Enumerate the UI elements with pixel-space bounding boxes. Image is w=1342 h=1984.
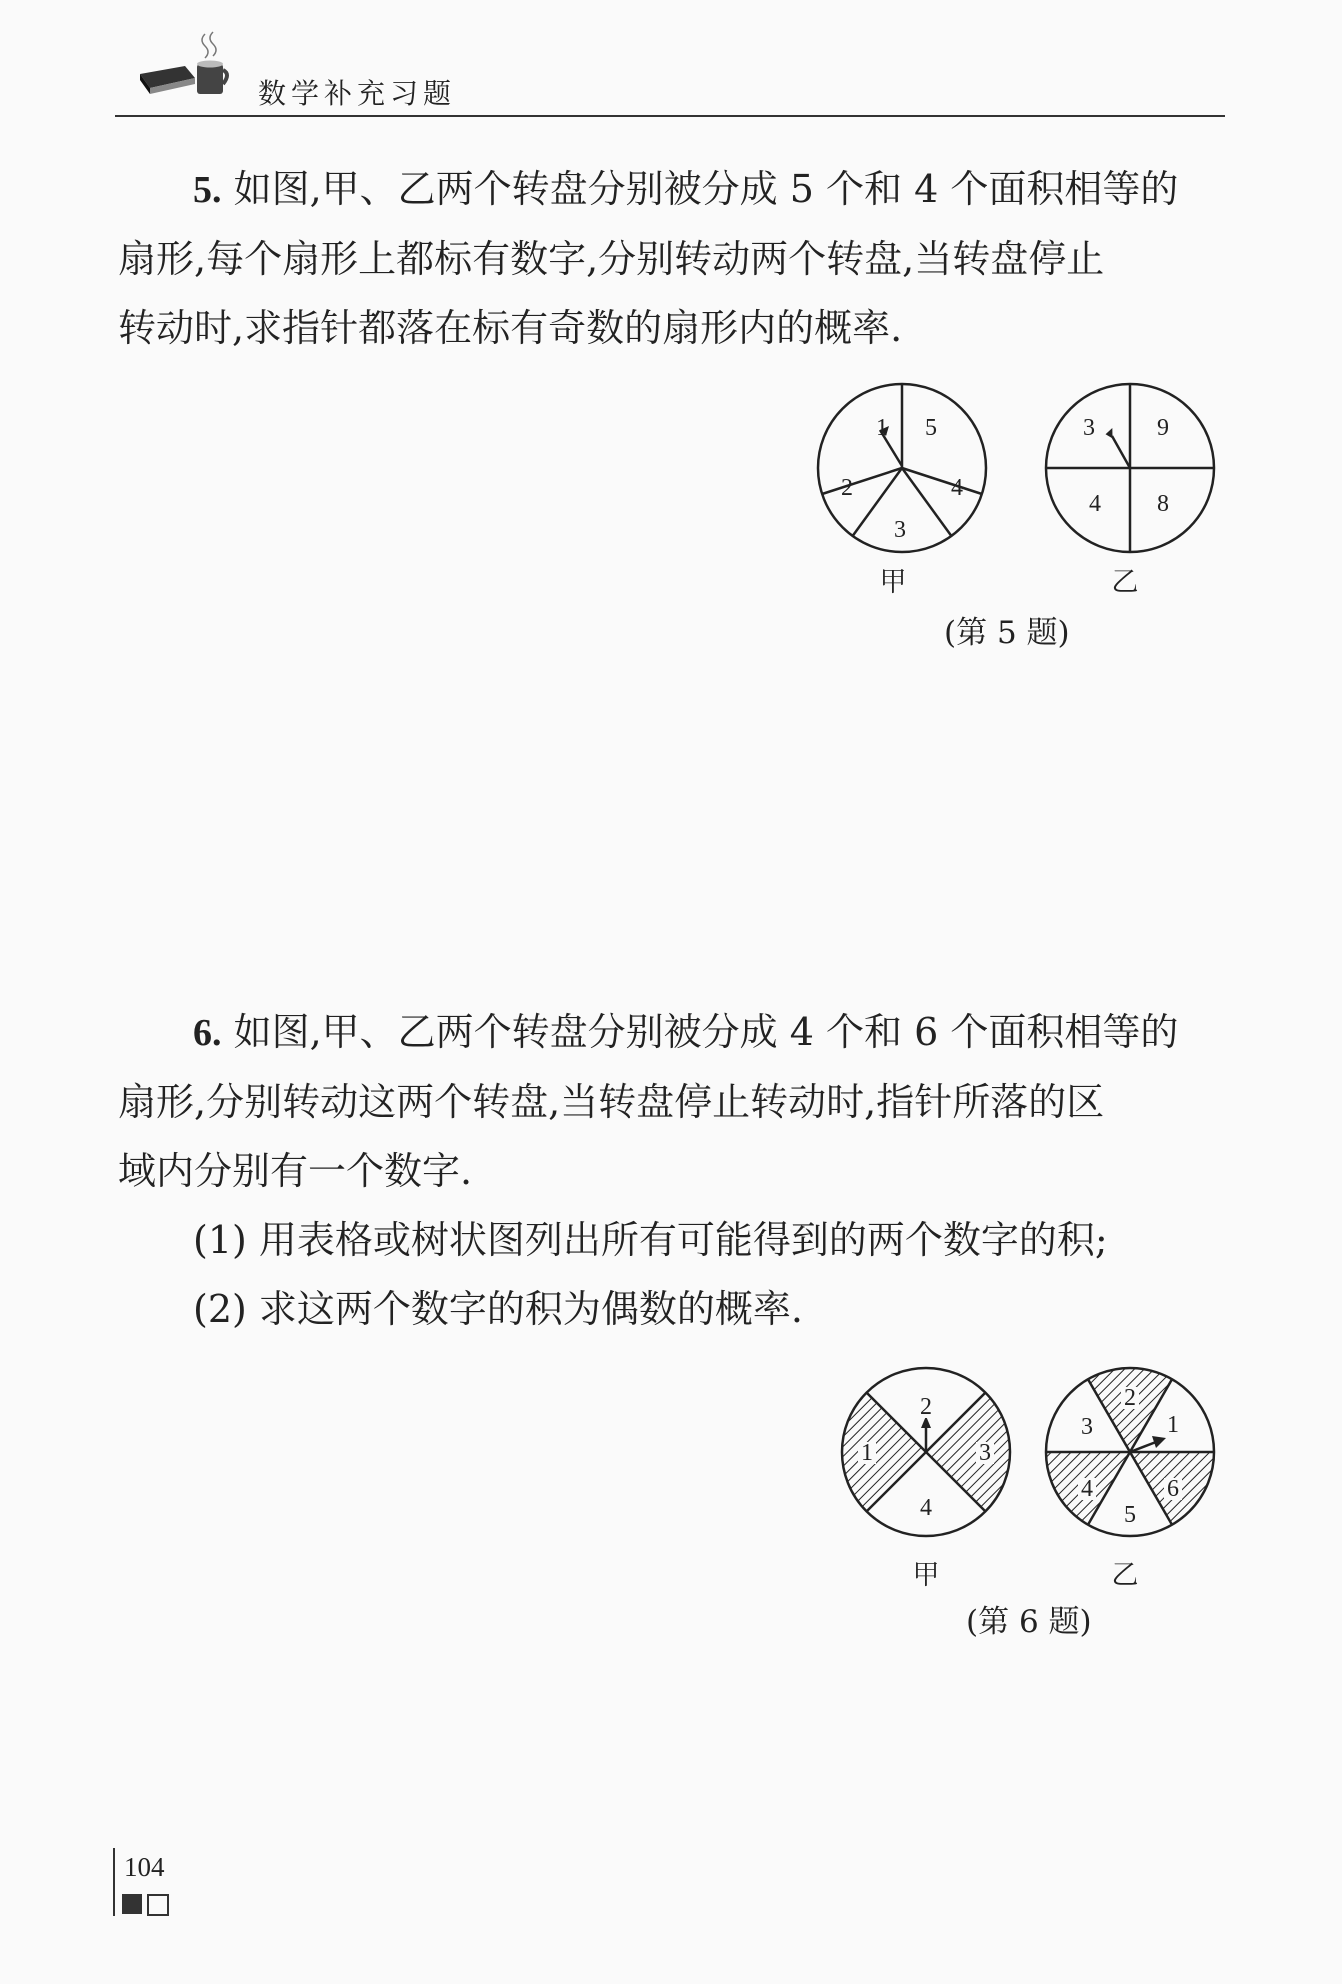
problem-6-spinner-b-sector: 6 [1167, 1476, 1179, 1502]
problem-6-spinner-b-sector: 1 [1167, 1412, 1179, 1438]
problem-5-spinner-b-sector: 8 [1157, 491, 1169, 517]
book-cup-icon [135, 30, 230, 100]
problem-6-question-2: (2) 求这两个数字的积为偶数的概率. [193, 1287, 803, 1331]
problem-5-spinner-a-sector: 2 [841, 475, 853, 501]
problem-6-line-1: 如图,甲、乙两个转盘分别被分成 4 个和 6 个面积相等的 [233, 1010, 1179, 1054]
problem-5-line-1: 如图,甲、乙两个转盘分别被分成 5 个和 4 个面积相等的 [233, 167, 1179, 211]
header-divider [115, 115, 1225, 117]
problem-6-question-1: (1) 用表格或树状图列出所有可能得到的两个数字的积; [193, 1218, 1108, 1262]
header-title: 数学补充习题 [258, 77, 457, 110]
problem-6-spinner-b-label: 乙 [1111, 1560, 1139, 1591]
problem-5-caption: (第 5 题) [944, 615, 1070, 651]
problem-5-spinner-b-sector: 3 [1083, 415, 1095, 441]
page-number-bar [113, 1848, 115, 1916]
problem-5-spinner-a [812, 378, 992, 558]
problem-5-spinner-b-sector: 9 [1157, 415, 1169, 441]
problem-6-spinner-a-label: 甲 [912, 1560, 940, 1591]
problem-6-line-3: 域内分别有一个数字. [118, 1149, 473, 1193]
problem-5-spinner-b-sector: 4 [1089, 491, 1101, 517]
problem-6-line-2: 扇形,分别转动这两个转盘,当转盘停止转动时,指针所落的区 [118, 1080, 1105, 1124]
page-number: 104 [124, 1852, 165, 1882]
problem-5-spinner-a-sector: 4 [951, 475, 963, 501]
problem-6-spinner-a [836, 1362, 1016, 1542]
problem-6-spinner-a-sector: 1 [861, 1440, 873, 1466]
problem-6-number: 6. [193, 1012, 222, 1054]
problem-6-spinner-b-sector: 3 [1081, 1414, 1093, 1440]
problem-5-spinner-b-label: 乙 [1111, 567, 1139, 598]
problem-6-text [118, 998, 1224, 1344]
problem-5-spinner-a-sector: 3 [894, 517, 906, 543]
problem-5-spinner-a-sector: 1 [876, 415, 888, 441]
problem-6-caption: (第 6 题) [966, 1604, 1092, 1640]
problem-6-spinner-a-sector: 2 [920, 1394, 932, 1420]
empty-square-icon [147, 1894, 169, 1916]
problem-6-spinner-b-sector: 4 [1081, 1476, 1093, 1502]
problem-5-spinner-a-label: 甲 [879, 567, 907, 598]
problem-6-spinner-a-sector: 4 [920, 1495, 932, 1521]
problem-6-spinner-b [1040, 1362, 1220, 1542]
problem-5-line-2: 扇形,每个扇形上都标有数字,分别转动两个转盘,当转盘停止 [118, 237, 1105, 281]
problem-5-text [118, 155, 1224, 363]
problem-5-line-3: 转动时,求指针都落在标有奇数的扇形内的概率. [118, 306, 903, 350]
problem-5-number: 5. [193, 169, 222, 211]
problem-6-spinner-b-sector: 5 [1124, 1502, 1136, 1528]
problem-6-spinner-a-sector: 3 [979, 1440, 991, 1466]
problem-5-spinner-a-sector: 5 [925, 415, 937, 441]
problem-5-spinner-b [1040, 378, 1220, 558]
filled-square-icon [122, 1894, 142, 1914]
problem-6-spinner-b-sector: 2 [1124, 1385, 1136, 1411]
